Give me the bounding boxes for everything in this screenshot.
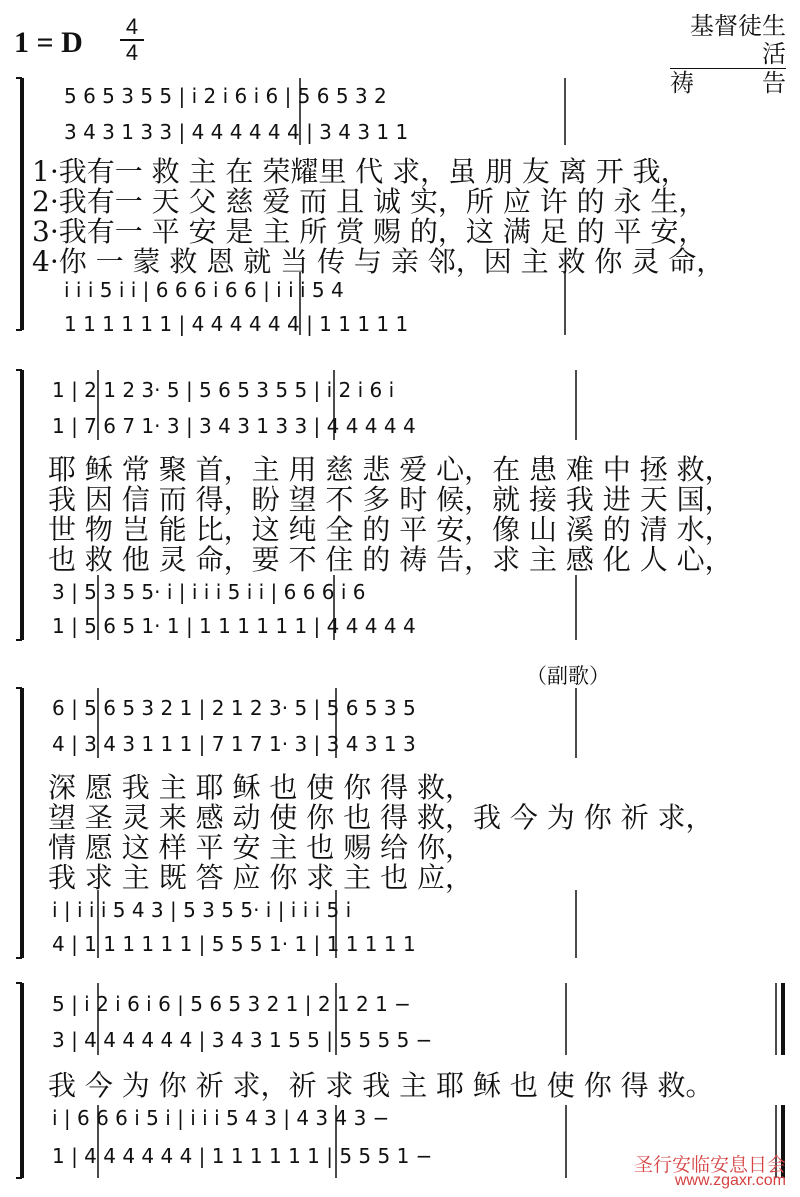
- system-2-voice-1: 1 | 2 1 2 3· 5 | 5 6 5 3 5 5 | i 2 i 6 i: [52, 378, 395, 402]
- system-4-lyric-1: 我 今 为 你 祈 求，祈 求 我 主 耶 稣 也 使 你 得 救。: [48, 1069, 714, 1102]
- system-3-bass-1: i | i i i 5 4 3 | 5 3 5 5· i | i i i 5 i: [52, 898, 352, 922]
- system-2-bass-1: 3 | 5 3 5 5· i | i i i 5 i i | 6 6 6 i 6: [52, 580, 366, 604]
- watermark-site-name: 圣行安临安息日会: [633, 1154, 786, 1176]
- source-sub-1: 祷: [670, 69, 694, 97]
- system-1-bass-2: 1 1 1 1 1 1 | 4 4 4 4 4 4 | 1 1 1 1 1: [64, 312, 409, 336]
- chorus-label: （副歌）: [526, 664, 610, 688]
- system-2-lyric-1: 耶 稣 常 聚 首，主 用 慈 悲 爱 心，在 患 难 中 拯 救，: [48, 453, 733, 486]
- system-3-voice-2: 4 | 3 4 3 1 1 1 | 7 1 7 1· 3 | 3 4 3 1 3: [52, 732, 416, 756]
- system-3-bass-2: 4 | 1 1 1 1 1 1 | 5 5 5 1· 1 | 1 1 1 1 1: [52, 932, 416, 956]
- system-1-voice-2: 3 4 3 1 3 3 | 4 4 4 4 4 4 | 3 4 3 1 1: [64, 120, 409, 144]
- system-3-lyric-1: 深 愿 我 主 耶 稣 也 使 你 得 救，: [48, 771, 474, 804]
- system-3-lyric-2: 望 圣 灵 来 感 动 使 你 也 得 救，我 今 为 你 祈 求，: [48, 801, 714, 834]
- watermark-url: www.zgaxr.com: [674, 1172, 786, 1189]
- system-4-bass-2: 1 | 4 4 4 4 4 4 | 1 1 1 1 1 1 | 5 5 5 1 −: [52, 1144, 433, 1168]
- system-3-lyric-3: 情 愿 这 样 平 安 主 也 赐 给 你，: [48, 831, 474, 864]
- system-4-voice-1: 5 | i 2 i 6 i 6 | 5 6 5 3 2 1 | 2 1 2 1 −: [52, 992, 411, 1016]
- system-2-lyric-3: 世 物 岂 能 比，这 纯 全 的 平 安，像 山 溪 的 清 水，: [48, 513, 733, 546]
- system-3-voice-1: 6 | 5 6 5 3 2 1 | 2 1 2 3· 5 | 5 6 5 3 5: [52, 696, 416, 720]
- system-1-bass-1: i i i 5 i i | 6 6 6 i 6 6 | i i i 5 4: [64, 278, 344, 302]
- system-1-lyric-1: 1·我有一 救 主 在 荣耀里 代 求，虽 朋 友 离 开 我，: [32, 155, 689, 188]
- system-2-lyric-4: 也 救 他 灵 命，要 不 住 的 祷 告，求 主 感 化 人 心，: [48, 543, 733, 576]
- meter-bottom: 4: [125, 40, 139, 65]
- system-1-lyric-4: 4·你 一 蒙 救 恩 就 当 传 与 亲 邻，因 主 救 你 灵 命，: [32, 245, 725, 278]
- system-4-voice-2: 3 | 4 4 4 4 4 4 | 3 4 3 1 5 5 | 5 5 5 5 −: [52, 1028, 433, 1052]
- key-signature: 1 = D: [14, 26, 83, 59]
- meter-top: 4: [125, 14, 139, 39]
- system-1-lyric-3: 3·我有一 平 安 是 主 所 赏 赐 的，这 满 足 的 平 安，: [32, 215, 707, 248]
- system-2-lyric-2: 我 因 信 而 得，盼 望 不 多 时 候，就 接 我 进 天 国，: [48, 483, 733, 516]
- system-3-lyric-4: 我 求 主 既 答 应 你 求 主 也 应，: [48, 861, 474, 894]
- system-2-voice-2: 1 | 7 6 7 1· 3 | 3 4 3 1 3 3 | 4 4 4 4 4: [52, 414, 416, 438]
- source-sub-2: 告: [762, 69, 786, 97]
- system-2-bass-2: 1 | 5 6 5 1· 1 | 1 1 1 1 1 1 | 4 4 4 4 4: [52, 614, 416, 638]
- source-title: 基督徒生活: [690, 12, 786, 68]
- system-1-voice-1: 5 6 5 3 5 5 | i 2 i 6 i 6 | 5 6 5 3 2: [64, 84, 387, 108]
- system-1-lyric-2: 2·我有一 天 父 慈 爱 而 且 诚 实，所 应 许 的 永 生，: [32, 185, 707, 218]
- system-4-bass-1: i | 6 6 6 i 5 i | i i i 5 4 3 | 4 3 4 3 −: [52, 1106, 390, 1130]
